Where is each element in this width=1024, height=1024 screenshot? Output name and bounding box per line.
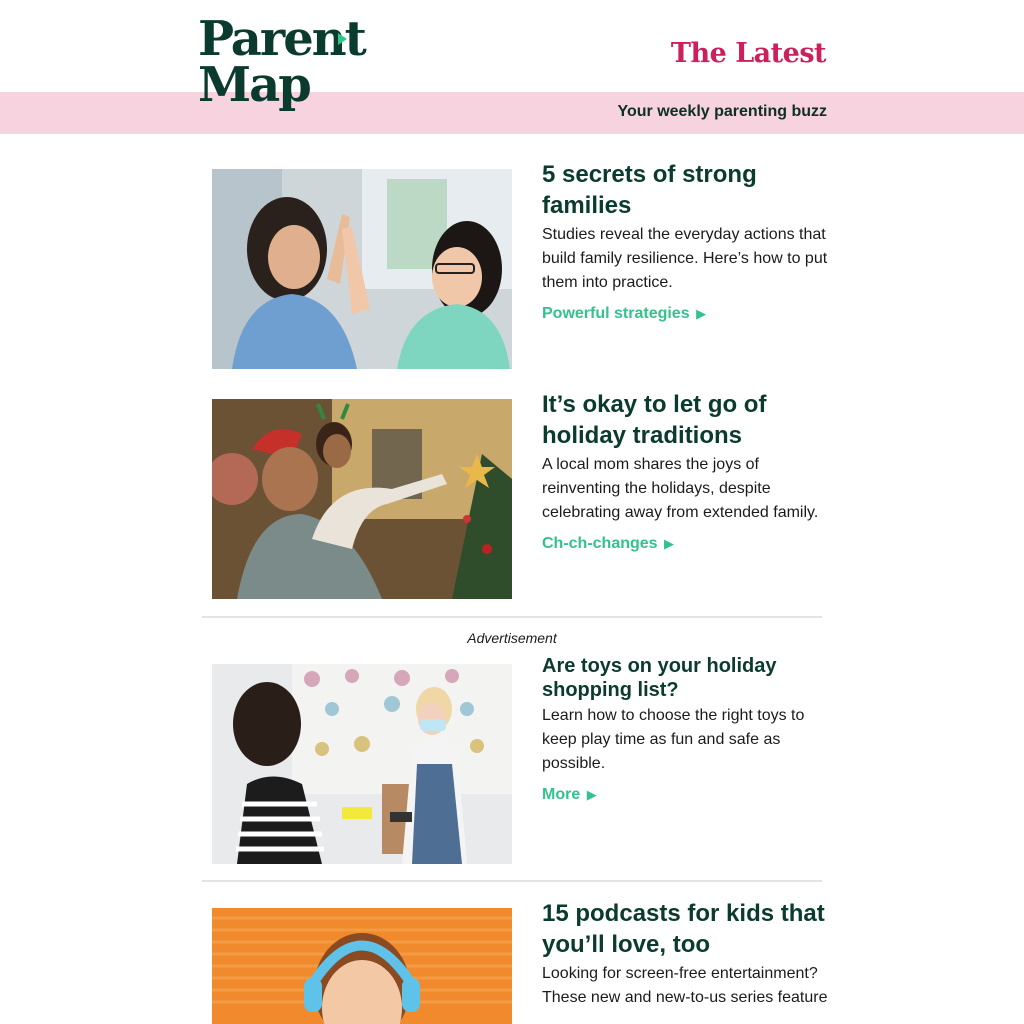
- newsletter-content: [202, 134, 828, 1024]
- advertisement-text: [542, 654, 832, 804]
- article-image[interactable]: [212, 399, 512, 599]
- newsletter-tagline: Your weekly parenting buzz: [617, 103, 827, 120]
- article-cta-link[interactable]: [542, 305, 706, 323]
- article-summary: A local mom shares the joys of reinventing the holidays, despite celebrating away from extended family.: [542, 456, 819, 521]
- play-triangle-icon: ▶: [664, 536, 675, 551]
- article-card: [202, 391, 822, 629]
- article-text: [542, 159, 832, 323]
- advertisement-cta-link[interactable]: [542, 786, 597, 804]
- logo-text-parent: Parent: [198, 11, 365, 67]
- advertisement-summary: Learn how to choose the right toys to keep play time as fun and safe as possible.: [542, 707, 805, 772]
- article-card: [202, 161, 828, 399]
- play-triangle-icon: ▶: [586, 787, 597, 802]
- logo-text-map: Map: [198, 57, 310, 113]
- tagline-band: [0, 92, 1024, 134]
- cta-label: More: [542, 786, 581, 803]
- article-image[interactable]: [212, 169, 512, 369]
- article-summary: Looking for screen-free entertainment? These new and new-to-us series feature: [542, 965, 828, 1006]
- article-title[interactable]: 5 secrets of strong families: [542, 161, 757, 219]
- article-card: [202, 900, 828, 1024]
- article-cta-link[interactable]: [542, 535, 674, 553]
- newsletter-title: The Latest: [670, 38, 826, 69]
- article-title[interactable]: It’s okay to let go of holiday traditions: [542, 391, 767, 449]
- play-triangle-icon: ▶: [696, 306, 707, 321]
- article-title[interactable]: 15 podcasts for kids that you’ll love, too: [542, 900, 825, 958]
- parentmap-logo[interactable]: [198, 11, 365, 124]
- cta-label: Powerful strategies: [542, 305, 690, 322]
- logo-play-icon: [338, 33, 347, 45]
- advertisement-label: Advertisement: [467, 630, 557, 646]
- advertisement-title[interactable]: Are toys on your holiday shopping list?: [542, 655, 777, 701]
- article-image[interactable]: [212, 908, 512, 1024]
- section-divider: [202, 880, 822, 882]
- article-text: [542, 389, 832, 553]
- advertisement-card: [202, 655, 822, 886]
- advertisement-image[interactable]: [212, 664, 512, 864]
- article-summary: Studies reveal the everyday actions that build family resilience. Here’s how to put them into practice.: [542, 226, 828, 291]
- article-text: [542, 898, 832, 1010]
- section-divider: [202, 616, 822, 618]
- cta-label: Ch-ch-changes: [542, 535, 658, 552]
